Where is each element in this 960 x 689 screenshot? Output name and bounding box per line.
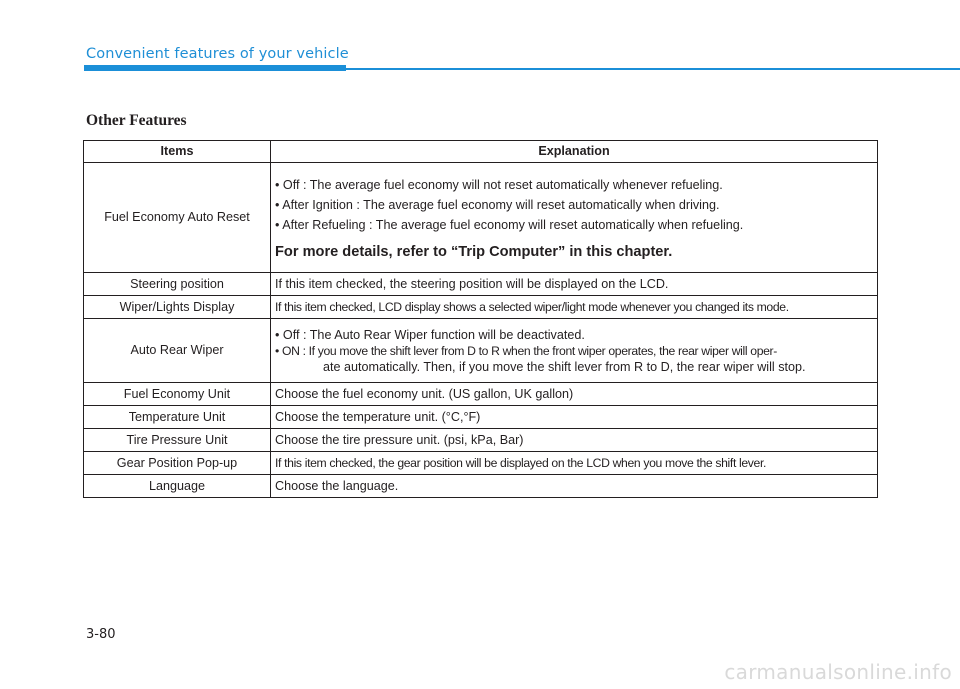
table-row-auto-rear-wiper (84, 319, 878, 383)
table-row-fuel-economy-unit (84, 383, 878, 406)
header-rule (346, 68, 960, 70)
reference-note: For more details, refer to “Trip Computer” in this chapter. (275, 243, 673, 260)
table-row-tire-pressure-unit (84, 429, 878, 452)
item-cell: Fuel Economy Unit (84, 383, 271, 406)
explanation-cell: Choose the language. (271, 475, 878, 498)
explanation-cell (271, 163, 878, 273)
column-header-explanation: Explanation (271, 141, 878, 163)
bullet-after-refueling: • After Refueling : The average fuel economy will reset automatically when refueling. (275, 217, 744, 232)
explanation-cell: If this item checked, the steering position will be displayed on the LCD. (271, 273, 878, 296)
table-row-temperature-unit (84, 406, 878, 429)
bullet-after-ignition: • After Ignition : The average fuel economy will reset automatically when driving. (275, 197, 720, 212)
item-cell: Wiper/Lights Display (84, 296, 271, 319)
column-header-items: Items (84, 141, 271, 163)
bullet-off: • Off : The average fuel economy will not reset automatically whenever refueling. (275, 177, 723, 192)
header-accent-bar (84, 65, 346, 71)
item-cell: Steering position (84, 273, 271, 296)
explanation-cell: Choose the temperature unit. (°C,°F) (271, 406, 878, 429)
bullet-on: • ON : If you move the shift lever from D to R when the front wiper operates, the rear wiper will oper- (275, 343, 777, 358)
item-cell: Language (84, 475, 271, 498)
table-row-wiper-lights-display (84, 296, 878, 319)
bullet-off: • Off : The Auto Rear Wiper function will be deactivated. (275, 327, 585, 342)
item-cell: Tire Pressure Unit (84, 429, 271, 452)
table-row-fuel-economy-auto-reset (84, 163, 878, 273)
explanation-cell: Choose the tire pressure unit. (psi, kPa, Bar) (271, 429, 878, 452)
table-row-gear-position-popup (84, 452, 878, 475)
item-cell: Auto Rear Wiper (84, 319, 271, 383)
table-row-steering-position (84, 273, 878, 296)
table-header-row (84, 141, 878, 163)
table-row-language (84, 475, 878, 498)
explanation-cell: Choose the fuel economy unit. (US gallon, UK gallon) (271, 383, 878, 406)
chapter-header-title: Convenient features of your vehicle (86, 46, 349, 62)
watermark: carmanualsonline.info (724, 660, 952, 684)
explanation-cell (271, 319, 878, 383)
item-cell: Fuel Economy Auto Reset (84, 163, 271, 273)
item-cell: Temperature Unit (84, 406, 271, 429)
explanation-cell: If this item checked, the gear position will be displayed on the LCD when you move the shift lever. (271, 452, 878, 475)
page-number: 3-80 (86, 627, 116, 642)
explanation-cell: If this item checked, LCD display shows a selected wiper/light mode whenever you changed its mode. (271, 296, 878, 319)
item-cell: Gear Position Pop-up (84, 452, 271, 475)
bullet-on-continuation: ate automatically. Then, if you move the shift lever from R to D, the rear wiper will stop. (323, 359, 806, 374)
other-features-table (83, 140, 878, 498)
section-heading: Other Features (86, 112, 187, 129)
